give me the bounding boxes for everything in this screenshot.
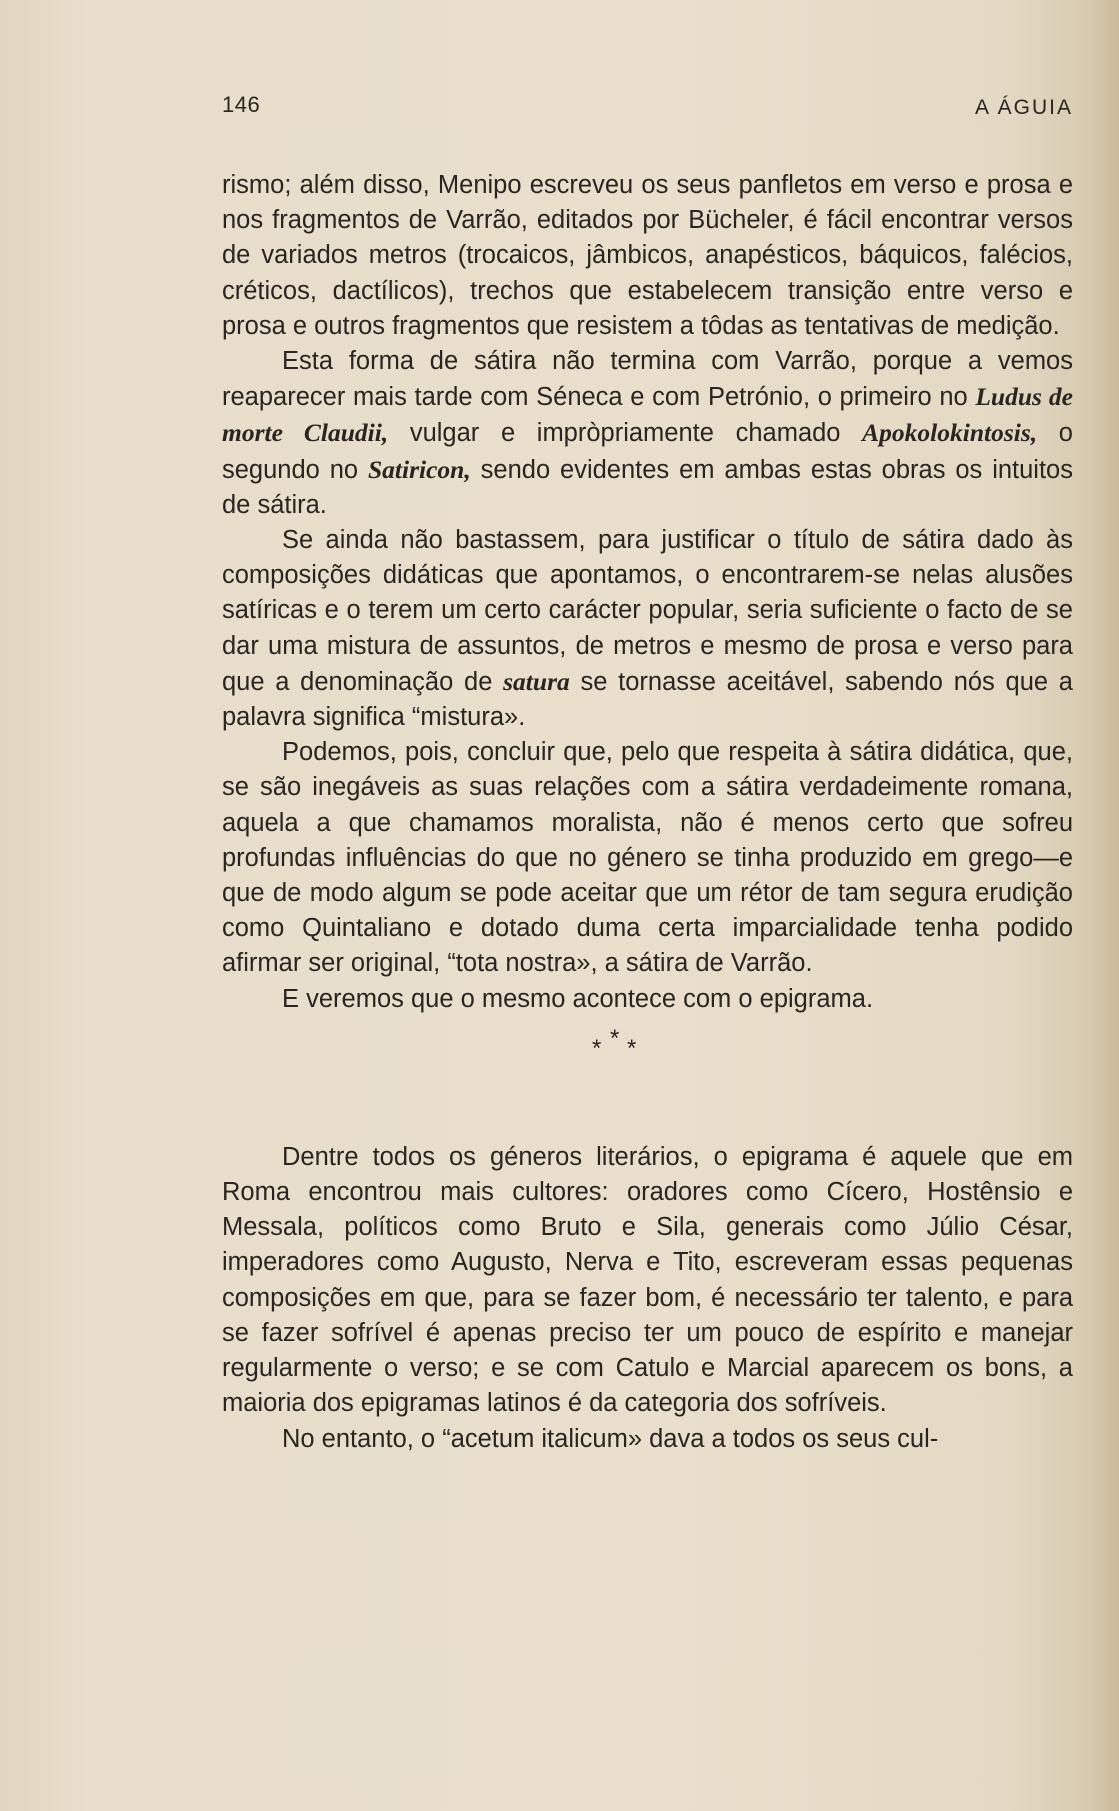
paragraph (222, 735, 1073, 981)
text-run: Esta forma de sátira não termina com Varrão, porque a vemos reaparecer mais tarde com Séneca e com Petrónio, o primeiro no (222, 347, 1073, 412)
paragraphs-after-separator (222, 1140, 1073, 1457)
separator-asterisk: * (627, 1034, 637, 1062)
italic-title: Ludus de morte Claudii, (222, 382, 1073, 448)
paragraph (222, 1422, 1073, 1457)
paragraph (222, 344, 1073, 523)
text-run: E veremos que o mesmo acontece com o epigrama. (282, 984, 874, 1013)
text-run: Podemos, pois, concluir que, pelo que respeita à sátira didática, que, se são inegáveis as suas relações com a sátira verdadeimente romana, aquela a que chamamos moralista, não é menos certo que sofreu profundas influências do que no género se tinha produzido em grego—e que de modo algum se pode aceitar que um rétor de tam segura erudição como Quintaliano e dotado duma certa imparcialidade tenha podido afirmar ser original, “tota nostra», a sátira de Varrão. (222, 738, 1073, 978)
section-separator (222, 1017, 1073, 1140)
text-run: sendo evidentes em ambas estas obras os intuitos de sátira. (222, 455, 1073, 519)
paragraph (222, 168, 1073, 344)
text-run: se tornasse aceitável, sabendo nós que a palavra significa “mistura». (222, 667, 1073, 732)
italic-title: Satiricon, (368, 454, 471, 484)
paragraph (222, 1140, 1073, 1422)
separator-asterisk: * (610, 1024, 620, 1052)
text-run: o segundo no (222, 419, 1073, 484)
page-number: 146 (222, 92, 261, 117)
running-head: A ÁGUIA (974, 96, 1073, 119)
text-run: No entanto, o “acetum italicum» dava a todos os seus cul- (282, 1424, 939, 1453)
page-header (222, 92, 1073, 122)
text-run: Se ainda não bastassem, para justificar o título de sátira dado às composições didáticas que apontamos, o encontrarem-se nelas alusões satíricas e o terem um certo carácter popular, seria suficiente o facto de se dar uma mistura de assuntos, de metros e mesmo de prosa e verso para que a denominação de (222, 526, 1073, 696)
text-run: rismo; além disso, Menipo escreveu os seus panfletos em verso e prosa e nos fragmentos de Varrão, editados por Bücheler, é fácil encontrar versos de variados metros (trocaicos, jâmbicos, anapésticos, báquicos, falécios, créticos, dactílicos), trechos que estabelecem transição entre verso e prosa e outros fragmentos que resistem a tôdas as tentativas de medição. (222, 171, 1073, 340)
text-run: Dentre todos os géneros literários, o epigrama é aquele que em Roma encontrou mais cultores: oradores como Cícero, Hostênsio e Messala, políticos como Bruto e Sila, generais como Júlio César, imperadores como Augusto, Nerva e Tito, escreveram essas pequenas composições em que, para se fazer bom, é necessário ter talento, e para se fazer sofrível é apenas preciso ter um pouco de espírito e manejar regularmente o verso; e se com Catulo e Marcial aparecem os bons, a maioria dos epigramas latinos é da categoria dos sofríveis. (222, 1142, 1073, 1418)
text-run: vulgar e impròpriamente chamado (388, 419, 863, 448)
paragraphs-before-separator (222, 168, 1073, 1017)
italic-title: Apokolokintosis, (862, 418, 1038, 448)
italic-title: satura (503, 666, 570, 696)
paragraph (222, 982, 1073, 1017)
body-text (222, 168, 1073, 1457)
separator-asterisk: * (592, 1034, 602, 1062)
paragraph (222, 523, 1073, 735)
